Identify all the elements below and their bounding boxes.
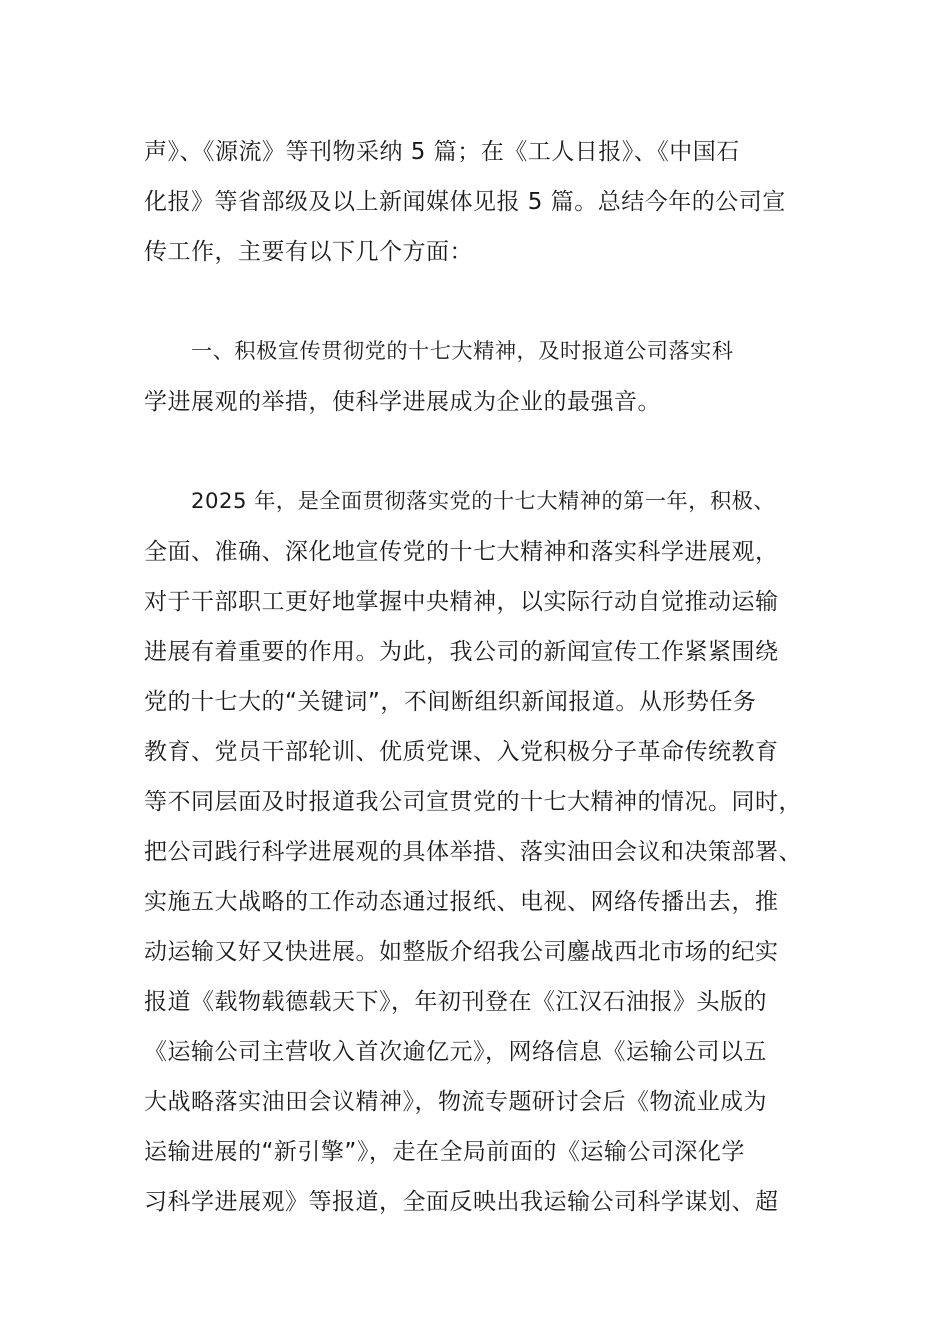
paragraph-3-line-6: 教育、党员干部轮训、优质党课、入党积极分子革命传统教育 — [144, 739, 779, 765]
section-heading-line-1: 一、积极宣传贯彻党的十七大精神，及时报道公司落实科 — [191, 339, 734, 364]
paragraph-3-line-4: 进展有着重要的作用。为此，我公司的新闻宣传工作紧紧围绕 — [144, 639, 779, 665]
paragraph-3-line-2: 全面、准确、深化地宣传党的十七大精神和落实科学进展观， — [144, 539, 779, 565]
paragraph-1-line-3: 传工作，主要有以下几个方面： — [144, 239, 473, 265]
section-heading-line-2: 学进展观的举措，使科学进展成为企业的最强音。 — [144, 389, 661, 415]
paragraph-3-line-3: 对于干部职工更好地掌握中央精神，以实际行动自觉推动运输 — [144, 589, 779, 615]
paragraph-3-line-15: 习科学进展观》等报道，全面反映出我运输公司科学谋划、超 — [144, 1189, 779, 1215]
paragraph-3-line-1: 2025 年，是全面贯彻落实党的十七大精神的第一年，积极、 — [191, 489, 776, 514]
paragraph-3-line-14: 运输进展的“新引擎”》，走在全局前面的《运输公司深化学 — [144, 1139, 745, 1165]
paragraph-3-line-13: 大战略落实油田会议精神》，物流专题研讨会后《物流业成为 — [144, 1089, 767, 1115]
paragraph-3-line-9: 实施五大战略的工作动态通过报纸、电视、网络传播出去，推 — [144, 889, 779, 915]
paragraph-1-line-1: 声》、《源流》等刊物采纳 5 篇；在《工人日报》、《中国石 — [144, 139, 740, 165]
paragraph-3-line-8: 把公司践行科学进展观的具体举措、落实油田会议和决策部署、 — [144, 839, 802, 865]
paragraph-1-line-2: 化报》等省部级及以上新闻媒体见报 5 篇。总结今年的公司宣 — [144, 189, 786, 215]
paragraph-3-line-7: 等不同层面及时报道我公司宣贯党的十七大精神的情况。同时， — [144, 789, 802, 815]
paragraph-3-line-5: 党的十七大的“关键词”，不间断组织新闻报道。从形势任务 — [144, 689, 757, 715]
paragraph-3-line-10: 动运输又好又快进展。如整版介绍我公司鏖战西北市场的纪实 — [144, 939, 779, 965]
paragraph-3-line-11: 报道《载物载德载天下》，年初刊登在《江汉石油报》头版的 — [144, 989, 767, 1015]
paragraph-3-line-12: 《运输公司主营收入首次逾亿元》，网络信息《运输公司以五 — [144, 1039, 767, 1065]
